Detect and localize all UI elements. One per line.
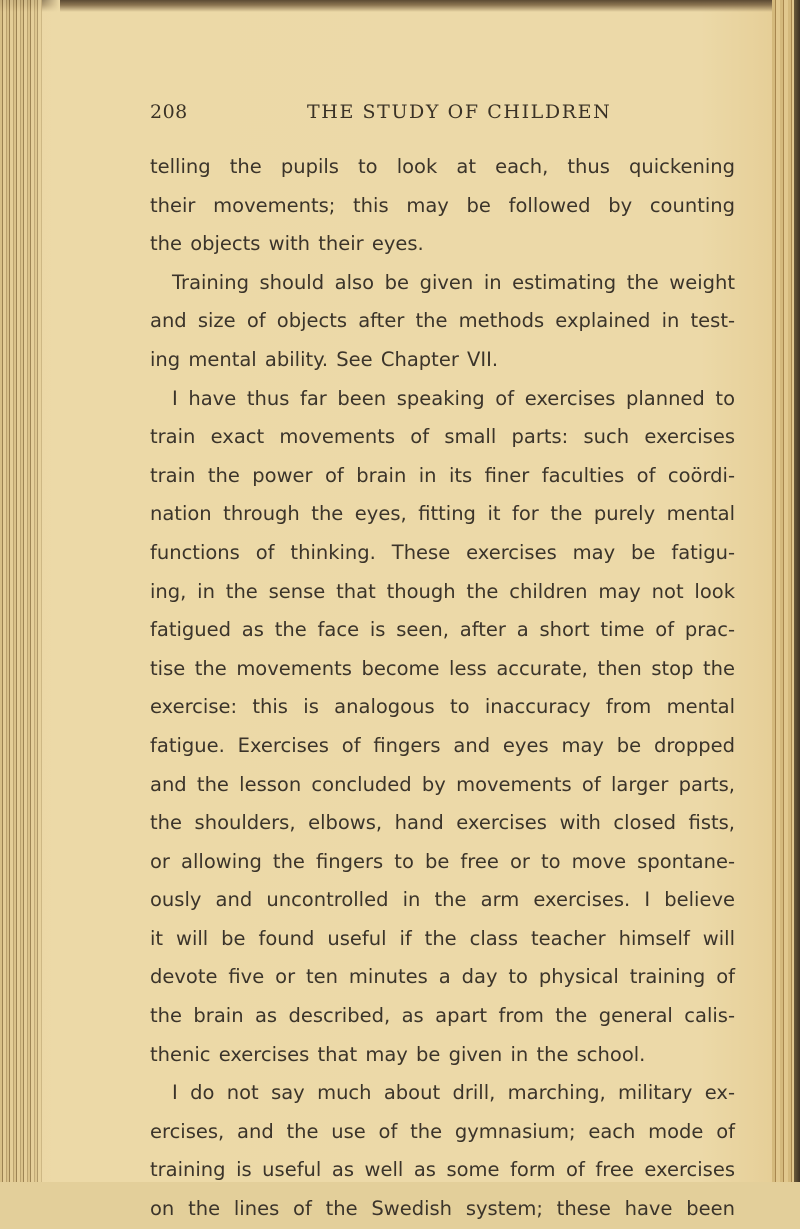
text-line: ercises, and the use of the gymnasium; each mode of: [150, 1119, 735, 1143]
text-line: and the lesson concluded by movements of larger parts,: [150, 772, 735, 796]
page-number: 208: [150, 101, 188, 123]
text-line: the shoulders, elbows, hand exercises with closed fists,: [150, 811, 735, 835]
text-line: it will be found useful if the class teacher himself will: [150, 926, 735, 950]
text-line: I do not say much about drill, marching, military ex-: [172, 1081, 735, 1105]
text-line: tise the movements become less accurate, then stop the: [150, 656, 735, 680]
text-line: fatigued as the face is seen, after a short time of prac-: [150, 618, 735, 642]
text-line: on the lines of the Swedish system; these have been: [150, 1197, 735, 1221]
text-line: devote five or ten minutes a day to physical training of: [150, 965, 735, 989]
text-line: telling the pupils to look at each, thus quickening: [150, 155, 735, 178]
body-text: [150, 148, 735, 1229]
text-line: and size of objects after the methods explained in test-: [150, 309, 735, 333]
text-line: or allowing the fingers to be free or to move spontane-: [150, 849, 735, 873]
text-line: I have thus far been speaking of exercises planned to: [172, 386, 735, 410]
text-line: Training should also be given in estimating the weight: [172, 270, 735, 294]
text-line: thenic exercises that may be given in the school.: [150, 1042, 646, 1066]
text-line: nation through the eyes, fitting it for the purely mental: [150, 502, 735, 526]
text-line: ing, in the sense that though the children may not look: [150, 579, 735, 603]
text-line: train exact movements of small parts: such exercises: [150, 425, 735, 449]
running-head: THE STUDY OF CHILDREN: [307, 101, 612, 123]
text-line: the brain as described, as apart from the general calis-: [150, 1004, 735, 1028]
text-line: the objects with their eyes.: [150, 232, 424, 256]
top-shadow: [0, 0, 800, 12]
text-line: fatigue. Exercises of fingers and eyes may be dropped: [150, 733, 735, 757]
text-line: ously and uncontrolled in the arm exercises. I believe: [150, 888, 735, 912]
left-page-fade: [0, 0, 60, 1182]
text-line: their movements; this may be followed by counting: [150, 193, 735, 217]
text-line: train the power of brain in its finer faculties of coördi-: [150, 463, 735, 487]
text-line: functions of thinking. These exercises may be fatigu-: [150, 540, 735, 564]
text-line: exercise: this is analogous to inaccuracy from mental: [150, 695, 735, 719]
book-spine: [794, 0, 800, 1182]
text-line: training is useful as well as some form of free exercises: [150, 1158, 735, 1182]
text-line: ing mental ability. See Chapter VII.: [150, 347, 499, 371]
